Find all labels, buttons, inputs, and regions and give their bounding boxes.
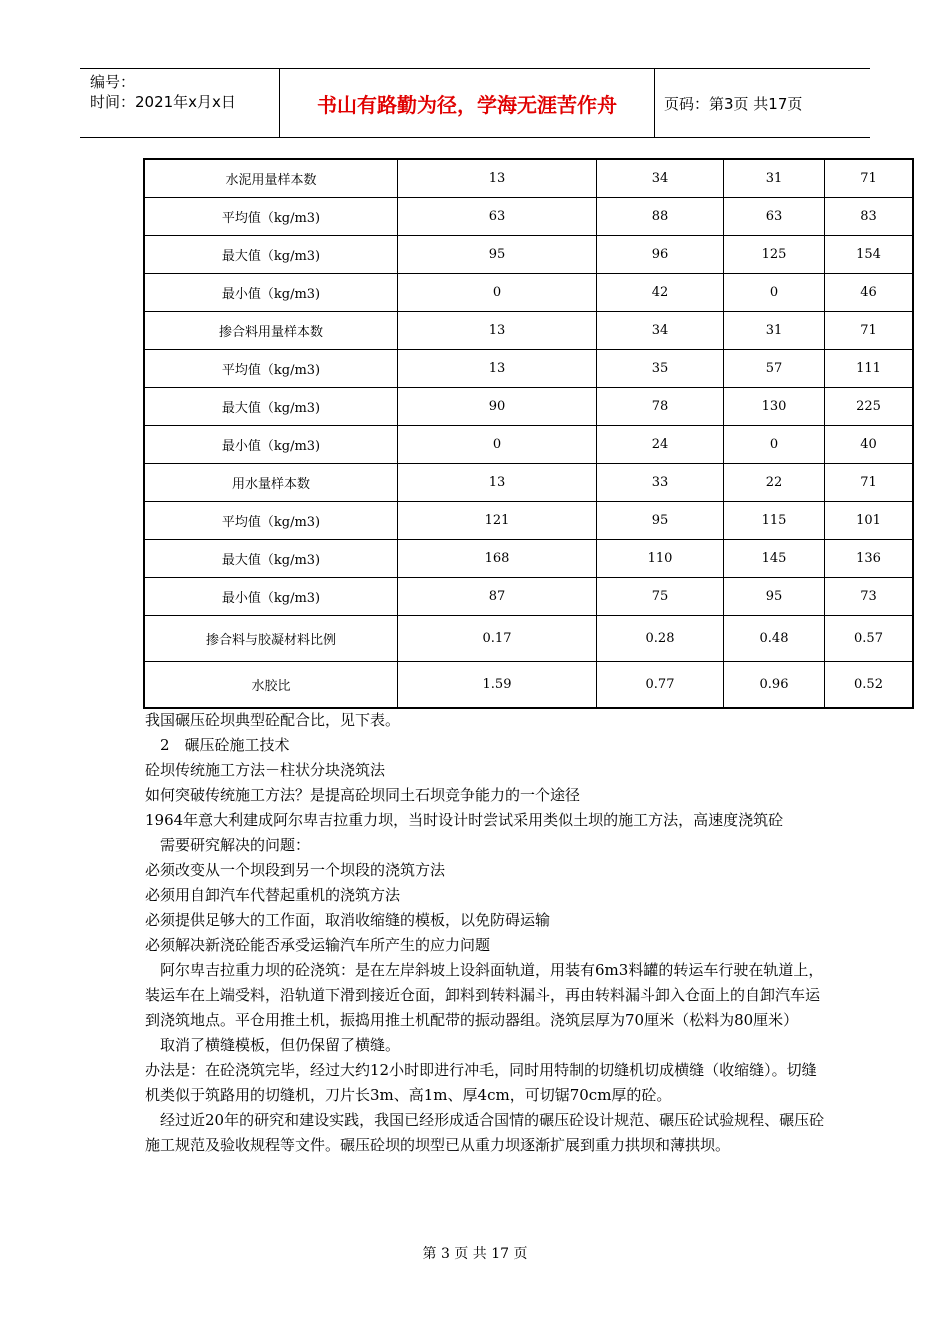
table-cell: 95 xyxy=(724,578,825,616)
header-meta xyxy=(80,69,280,137)
table-cell: 121 xyxy=(398,502,597,540)
body-paragraph: 砼坝传统施工方法－柱状分块浇筑法 xyxy=(145,761,386,779)
table-body xyxy=(144,159,913,708)
body-paragraph: 经过近20年的研究和建设实践，我国已经形成适合国情的碾压砼设计规范、碾压砼试验规程、碾压砼施工规范及验收规程等文件。碾压砼坝的坝型已从重力坝逐渐扩展到重力拱坝和薄拱坝。 xyxy=(145,1111,825,1154)
table-cell: 95 xyxy=(597,502,724,540)
table-cell: 13 xyxy=(398,350,597,388)
row-label: 掺合料与胶凝材料比例 xyxy=(144,616,398,662)
table-row xyxy=(144,616,913,662)
table-cell: 73 xyxy=(825,578,914,616)
table-cell: 22 xyxy=(724,464,825,502)
page-footer: 第 3 页 共 17 页 xyxy=(422,1246,528,1262)
document-date-label: 时间：2021年x月x日 xyxy=(90,93,236,111)
table-cell: 0.48 xyxy=(724,616,825,662)
table-cell: 83 xyxy=(825,198,914,236)
table-cell: 154 xyxy=(825,236,914,274)
table-cell: 136 xyxy=(825,540,914,578)
table-row xyxy=(144,464,913,502)
table-row xyxy=(144,312,913,350)
header-page-info: 页码：第3页 共17页 xyxy=(664,94,803,113)
table-cell: 71 xyxy=(825,312,914,350)
table-cell: 0.28 xyxy=(597,616,724,662)
table-cell: 31 xyxy=(724,312,825,350)
table-cell: 78 xyxy=(597,388,724,426)
row-label: 水胶比 xyxy=(144,662,398,709)
row-label: 最大值（kg/m3) xyxy=(144,236,398,274)
body-paragraph: 如何突破传统施工方法？是提高砼坝同土石坝竞争能力的一个途径 xyxy=(145,786,581,804)
table-cell: 75 xyxy=(597,578,724,616)
row-label: 平均值（kg/m3) xyxy=(144,350,398,388)
table-cell: 63 xyxy=(724,198,825,236)
body-text xyxy=(145,708,825,1158)
body-paragraph: 办法是：在砼浇筑完毕，经过大约12小时即进行冲毛，同时用特制的切缝机切成横缝（收缩缝）。切缝机类似于筑路用的切缝机，刀片长3m、高1m、厚4cm，可切锯70cm厚的砼。 xyxy=(145,1061,817,1104)
table-cell: 46 xyxy=(825,274,914,312)
table-cell: 115 xyxy=(724,502,825,540)
table-row xyxy=(144,388,913,426)
table-cell: 34 xyxy=(597,159,724,198)
row-label: 掺合料用量样本数 xyxy=(144,312,398,350)
row-label: 最大值（kg/m3) xyxy=(144,540,398,578)
table-cell: 0.96 xyxy=(724,662,825,709)
table-cell: 13 xyxy=(398,159,597,198)
table-cell: 0 xyxy=(398,274,597,312)
table-cell: 90 xyxy=(398,388,597,426)
concrete-mix-table xyxy=(143,158,914,709)
table-cell: 0 xyxy=(398,426,597,464)
row-label: 最小值（kg/m3) xyxy=(144,274,398,312)
table-cell: 24 xyxy=(597,426,724,464)
table-cell: 34 xyxy=(597,312,724,350)
body-paragraph: 必须用自卸汽车代替起重机的浇筑方法 xyxy=(145,886,401,904)
row-label: 最小值（kg/m3) xyxy=(144,578,398,616)
table-cell: 111 xyxy=(825,350,914,388)
table-row xyxy=(144,350,913,388)
table-cell: 130 xyxy=(724,388,825,426)
table-cell: 0 xyxy=(724,274,825,312)
body-paragraph: 取消了横缝模板，但仍保留了横缝。 xyxy=(145,1036,401,1054)
row-label: 最大值（kg/m3) xyxy=(144,388,398,426)
table-cell: 1.59 xyxy=(398,662,597,709)
table-cell: 88 xyxy=(597,198,724,236)
table-cell: 101 xyxy=(825,502,914,540)
table-row xyxy=(144,236,913,274)
table-row xyxy=(144,502,913,540)
body-paragraph: 必须提供足够大的工作面，取消收缩缝的模板，以免防碍运输 xyxy=(145,911,551,929)
page-header xyxy=(80,68,870,138)
table-cell: 0.57 xyxy=(825,616,914,662)
table-cell: 145 xyxy=(724,540,825,578)
row-label: 最小值（kg/m3) xyxy=(144,426,398,464)
table-cell: 125 xyxy=(724,236,825,274)
table-row xyxy=(144,426,913,464)
table-cell: 13 xyxy=(398,312,597,350)
table-cell: 225 xyxy=(825,388,914,426)
row-label: 用水量样本数 xyxy=(144,464,398,502)
table-row xyxy=(144,274,913,312)
table-cell: 0.52 xyxy=(825,662,914,709)
row-label: 水泥用量样本数 xyxy=(144,159,398,198)
row-label: 平均值（kg/m3) xyxy=(144,502,398,540)
row-label: 平均值（kg/m3) xyxy=(144,198,398,236)
table-cell: 57 xyxy=(724,350,825,388)
table-cell: 87 xyxy=(398,578,597,616)
table-cell: 96 xyxy=(597,236,724,274)
table-row xyxy=(144,662,913,709)
table-cell: 71 xyxy=(825,464,914,502)
body-paragraph: 我国碾压砼坝典型砼配合比，见下表。 xyxy=(145,711,401,729)
table-cell: 0.17 xyxy=(398,616,597,662)
body-paragraph: 需要研究解决的问题： xyxy=(145,836,311,854)
body-paragraph: 1964年意大利建成阿尔卑吉拉重力坝，当时设计时尝试采用类似土坝的施工方法，高速度浇筑砼 xyxy=(145,811,784,829)
table-row xyxy=(144,540,913,578)
body-paragraph: 必须解决新浇砼能否承受运输汽车所产生的应力问题 xyxy=(145,936,491,954)
table-cell: 31 xyxy=(724,159,825,198)
table-cell: 42 xyxy=(597,274,724,312)
table-cell: 110 xyxy=(597,540,724,578)
table-cell: 71 xyxy=(825,159,914,198)
body-paragraph: 阿尔卑吉拉重力坝的砼浇筑：是在左岸斜坡上设斜面轨道，用装有6m3料罐的转运车行驶在轨道上，装运车在上端受料，沿轨道下滑到接近仓面，卸料到转料漏斗，再由转料漏斗卸入仓面上的自卸汽车运到浇筑地点。平仓用推土机，振捣用推土机配带的振动器组。浇筑层厚为70厘米（松料为80厘米） xyxy=(145,961,824,1029)
table-cell: 13 xyxy=(398,464,597,502)
table-cell: 168 xyxy=(398,540,597,578)
table-cell: 40 xyxy=(825,426,914,464)
table-cell: 35 xyxy=(597,350,724,388)
table-cell: 63 xyxy=(398,198,597,236)
table-cell: 95 xyxy=(398,236,597,274)
table-cell: 33 xyxy=(597,464,724,502)
body-paragraph: 必须改变从一个坝段到另一个坝段的浇筑方法 xyxy=(145,861,446,879)
document-number-label: 编号： xyxy=(90,73,136,91)
header-motto: 书山有路勤为径，学海无涯苦作舟 xyxy=(280,69,655,137)
body-paragraph: 2 碾压砼施工技术 xyxy=(145,736,290,754)
table-cell: 0.77 xyxy=(597,662,724,709)
table-cell: 0 xyxy=(724,426,825,464)
table-row xyxy=(144,198,913,236)
table-row xyxy=(144,159,913,198)
table-row xyxy=(144,578,913,616)
